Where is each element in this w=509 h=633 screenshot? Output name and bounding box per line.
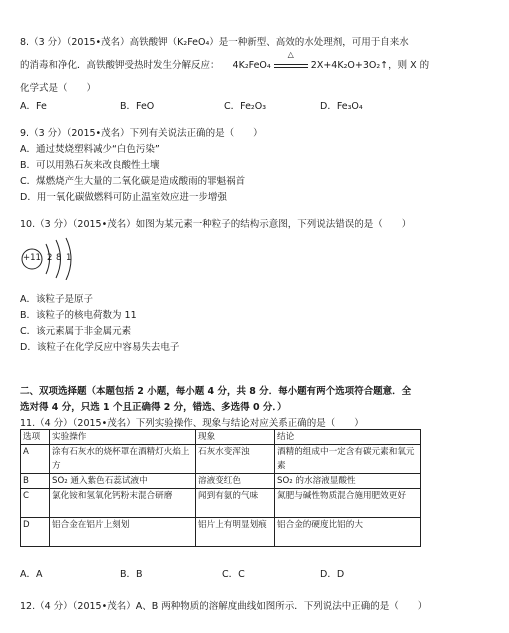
q10-option-a[interactable]: A．该粒子是原子	[20, 294, 93, 305]
q12-stem: 12.（4 分）（2015•茂名）A、B 两种物质的溶解度曲线如图所示．下列说法中正确的是（ ）	[20, 601, 428, 612]
q11-option-b[interactable]: B．B	[120, 569, 143, 580]
table-cell: 铝合金的硬度比铝的大	[275, 518, 421, 547]
table-cell: 铝合金在铝片上刻划	[50, 518, 196, 547]
q8-equation-arrow	[274, 50, 308, 68]
table-row	[21, 489, 421, 518]
q11-table	[20, 429, 421, 547]
table-row	[21, 474, 421, 489]
q9-stem: 9.（3 分）（2015•茂名）下列有关说法正确的是（ ）	[20, 128, 263, 139]
table-row	[21, 518, 421, 547]
table-cell: 酒精的组成中一定含有碳元素和氧元素	[275, 445, 421, 474]
section2-heading-line2: 选对得 4 分，只选 1 个且正确得 2 分，错选、多选得 0 分．）	[20, 402, 287, 413]
q8-equation-left: 4K₂FeO₄	[232, 60, 271, 71]
q8-equation-condition: △	[287, 50, 294, 59]
q10-option-d[interactable]: D．该粒子在化学反应中容易失去电子	[20, 342, 180, 353]
table-cell: D	[21, 518, 50, 547]
q8-option-a[interactable]: A．Fe	[20, 101, 47, 112]
q8-option-b[interactable]: B．FeO	[120, 101, 155, 112]
table-row	[21, 445, 421, 474]
table-cell: 溶液变红色	[196, 474, 275, 489]
q8-line3: 化学式是（ ）	[20, 83, 97, 94]
q10-option-c[interactable]: C．该元素属于非金属元素	[20, 326, 132, 337]
header-cell: 选项	[21, 430, 50, 445]
q8-line2-text: 的消毒和净化．高铁酸钾受热时发生分解反应：	[20, 60, 220, 71]
table-cell: SO₂ 通入紫色石蕊试液中	[50, 474, 196, 489]
q9-option-d[interactable]: D．用一氧化碳做燃料可防止温室效应进一步增强	[20, 192, 227, 203]
section2-heading-line1: 二、双项选择题（本题包括 2 小题，每小题 4 分，共 8 分．每小题有两个选项符合题意．全	[20, 386, 412, 397]
equals-sign-icon	[274, 64, 308, 68]
q8-option-d[interactable]: D．Fe₃O₄	[320, 101, 363, 112]
q11-stem: 11.（4 分）（2015•茂名）下列实验操作、现象与结论对应关系正确的是（ ）	[20, 418, 364, 429]
header-cell: 实验操作	[50, 430, 196, 445]
q10-stem: 10.（3 分）（2015•茂名）如图为某元素一种粒子的结构示意图，下列说法错误的是（ ）	[20, 219, 412, 230]
table-cell: 石灰水变浑浊	[196, 445, 275, 474]
table-header-row	[21, 430, 421, 445]
table-cell: SO₂ 的水溶液显酸性	[275, 474, 421, 489]
atom-shell-3-count: 1	[66, 253, 72, 263]
table-cell: 涂有石灰水的烧杯罩在酒精灯火焰上方	[50, 445, 196, 474]
atom-nucleus-label: +11	[23, 253, 41, 263]
table-cell: 闻到有氨的气味	[196, 489, 275, 518]
header-cell: 现象	[196, 430, 275, 445]
q9-option-c[interactable]: C．煤燃烧产生大量的二氧化碳是造成酸雨的罪魁祸首	[20, 176, 246, 187]
table-cell: 氯化铵和氢氧化钙粉末混合研磨	[50, 489, 196, 518]
atom-shell-1-count: 2	[47, 253, 53, 263]
table-cell: C	[21, 489, 50, 518]
table-cell: 氮肥与碱性物质混合施用肥效更好	[275, 489, 421, 518]
q9-option-b[interactable]: B．可以用熟石灰来改良酸性土壤	[20, 160, 160, 171]
q11-option-d[interactable]: D．D	[320, 569, 345, 580]
q8-equation-right: 2X+4K₂O+3O₂↑，则 X 的	[310, 60, 430, 71]
table-cell: A	[21, 445, 50, 474]
table-cell: B	[21, 474, 50, 489]
q10-option-b[interactable]: B．该粒子的核电荷数为 11	[20, 310, 137, 321]
q11-option-a[interactable]: A．A	[20, 569, 43, 580]
q11-option-c[interactable]: C．C	[222, 569, 245, 580]
header-cell: 结论	[275, 430, 421, 445]
atom-shell-2-count: 8	[56, 253, 62, 263]
q9-option-a[interactable]: A．通过焚烧塑料减少“白色污染”	[20, 144, 160, 155]
q8-option-c[interactable]: C．Fe₂O₃	[224, 101, 267, 112]
table-cell: 铝片上有明显划痕	[196, 518, 275, 547]
q8-line1: 8.（3 分）（2015•茂名）高铁酸钾（K₂FeO₄）是一种新型、高效的水处理剂，可用于自来水	[20, 37, 409, 48]
q8-line2	[20, 50, 430, 71]
